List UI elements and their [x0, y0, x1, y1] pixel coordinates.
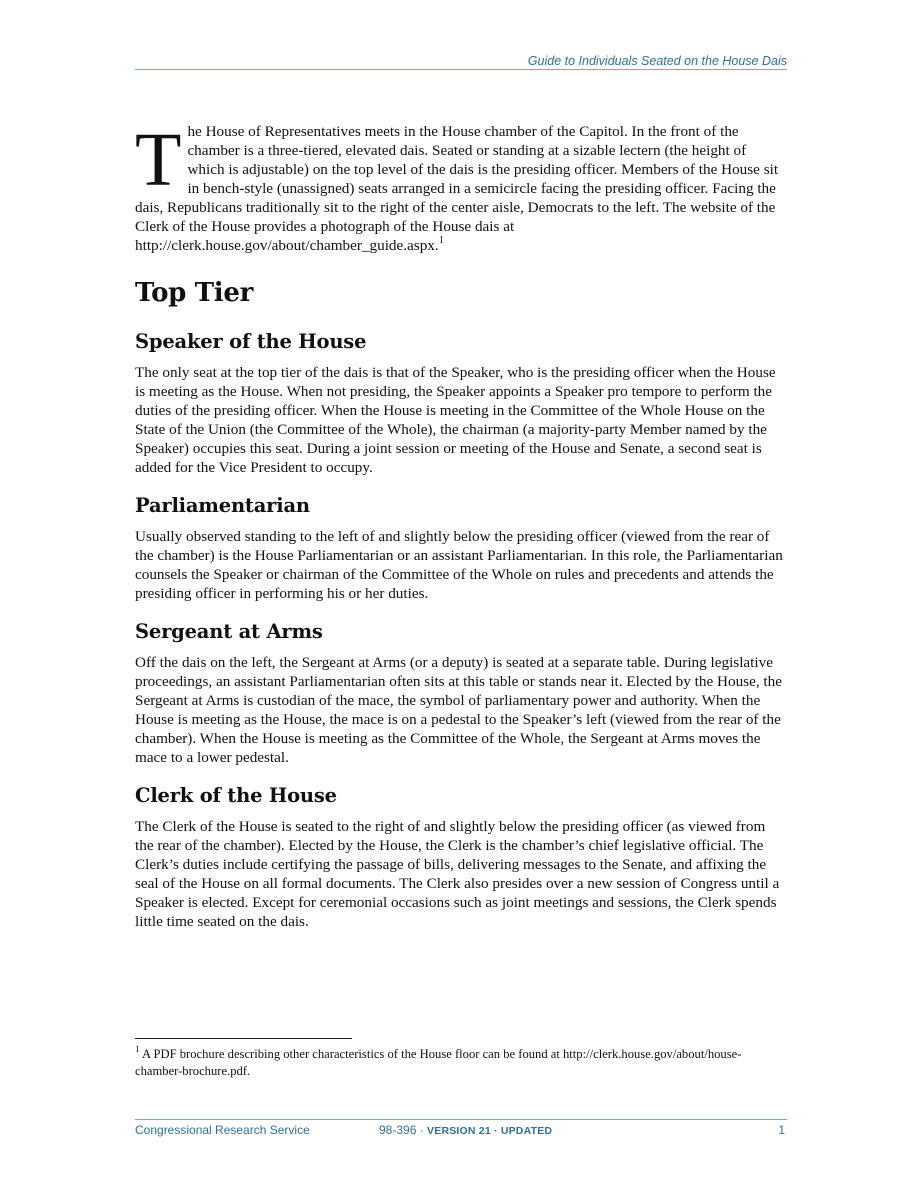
section-text: Usually observed standing to the left of and slightly below the presiding officer (viewed from the rear of the chamber) is the House Parliamentarian or an assistant Parliamentarian. In this role, the Parliamentarian counsels the Speaker or chairman of the Committee of the Whole on rules and precedents and attends the presiding officer in performing his or her duties.	[135, 528, 783, 602]
main-heading: Top Tier	[135, 278, 254, 308]
intro-text: he House of Representatives meets in the House chamber of the Capitol. In the front of the chamber is a three-tiered, elevated dais. Seated or standing at a sizable lectern (the height of which is adjustable) on the top level of the dais is the presiding officer. Members of the House sit in bench-style (unassigned) seats arranged in a semicircle facing the presiding officer. Facing the dais, Republicans traditionally sit to the right of the center aisle, Democrats to the left. The website of the Clerk of the House provides a photograph of the House dais at http://clerk.house.gov/about/chamber_guide.aspx.	[135, 123, 779, 254]
section-heading: Sergeant at Arms	[135, 620, 323, 643]
report-number: 98-396 ·	[379, 1123, 428, 1137]
section-clerk	[135, 783, 785, 931]
section-heading: Clerk of the House	[135, 784, 337, 807]
running-header: Guide to Individuals Seated on the House Dais	[527, 54, 787, 68]
footnote-text: A PDF brochure describing other characteristics of the House floor can be found at http://clerk.house.gov/about/house-chamber-brochure.pdf.	[135, 1047, 742, 1078]
section-text: The Clerk of the House is seated to the right of and slightly below the presiding officer (as viewed from the rear of the chamber). Elected by the House, the Clerk is the chamber’s chief legislative official. The Clerk’s duties include certifying the passage of bills, delivering messages to the Senate, and affixing the seal of the House on all formal documents. The Clerk also presides over a new session of Congress until a Speaker is elected. Except for ceremonial occasions such as joint meetings and sessions, the Clerk spends little time seated on the dais.	[135, 818, 780, 930]
footnote-reference[interactable]: 1	[438, 234, 444, 246]
section-text: Off the dais on the left, the Sergeant at Arms (or a deputy) is seated at a separate table. During legislative proceedings, an assistant Parliamentarian often sits at this table or stands near it. Elected by the House, the Sergeant at Arms is custodian of the mace, the symbol of parliamentary power and authority. When the House is meeting as the House, the mace is on a pedestal to the Speaker’s left (viewed from the rear of the chamber). When the House is meeting as the Committee of the Whole, the Sergeant at Arms moves the mace to a lower pedestal.	[135, 654, 782, 766]
section-parliamentarian	[135, 493, 785, 603]
footer-report-id	[379, 1123, 552, 1137]
page-footer	[135, 1123, 787, 1139]
section-heading: Parliamentarian	[135, 494, 310, 517]
footnote	[135, 1043, 785, 1080]
section-sergeant-at-arms	[135, 619, 785, 767]
report-version: VERSION 21 · UPDATED	[427, 1125, 553, 1137]
footer-divider	[135, 1119, 787, 1120]
section-heading: Speaker of the House	[135, 330, 367, 353]
section-text: The only seat at the top tier of the dais is that of the Speaker, who is the presiding officer when the House is meeting as the House. When not presiding, the Speaker appoints a Speaker pro tempore to perform the duties of the presiding officer. When the House is meeting in the Committee of the Whole House on the State of the Union (the Committee of the Whole), the chairman (a majority-party Member named by the Speaker) occupies this seat. During a joint session or meeting of the House and Senate, a second seat is added for the Vice President to occupy.	[135, 364, 776, 476]
footer-organization: Congressional Research Service	[135, 1123, 310, 1137]
page-number: 1	[778, 1123, 785, 1137]
header-divider	[135, 69, 787, 70]
section-speaker	[135, 329, 785, 477]
drop-cap: T	[135, 118, 182, 202]
footnote-divider	[135, 1038, 352, 1039]
footnote-number: 1	[135, 1043, 140, 1054]
intro-paragraph	[135, 118, 785, 255]
page-body	[135, 118, 785, 931]
